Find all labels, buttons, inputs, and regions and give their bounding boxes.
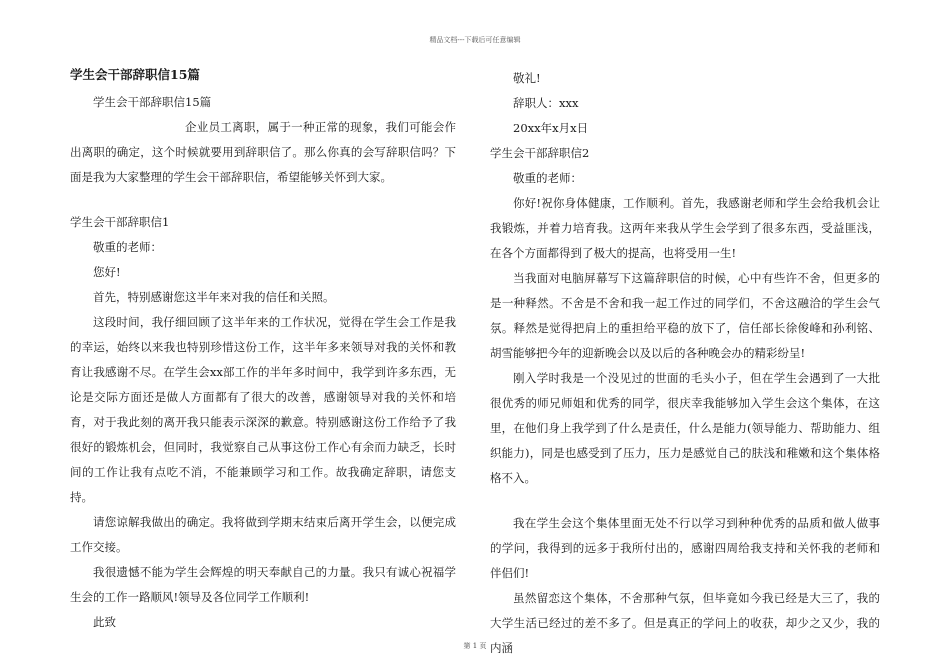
left-column-body — [70, 90, 456, 635]
paragraph: 我很遗憾不能为学生会辉煌的明天奉献自己的力量。我只有诚心祝福学生会的工作一路顺风!领导及各位同学工作顺利! — [70, 565, 456, 604]
page-header-note: 精品文档---下载后可任意编辑 — [429, 36, 521, 44]
right-column-body — [490, 66, 880, 661]
section-heading: 学生会干部辞职信1 — [70, 215, 170, 229]
paragraph-gap — [70, 190, 456, 210]
paragraph: 企业员工离职，属于一种正常的现象，我们可能会作出离职的确定，这个时候就要用到辞职信了。那么你真的会写辞职信吗？下面是我为大家整理的学生会干部辞职信，希望能够关怀到大家。 — [70, 120, 456, 184]
paragraph: 您好! — [93, 265, 121, 279]
paragraph: 敬重的老师： — [513, 171, 582, 185]
left-column — [70, 66, 456, 635]
paragraph: 20xx年x月x日 — [513, 121, 589, 135]
paragraph: 敬礼! — [513, 71, 541, 85]
paragraph: 学生会干部辞职信15篇 — [93, 95, 212, 109]
paragraph: 你好!祝你身体健康，工作顺利。首先，我感谢老师和学生会给我机会让我锻炼，并着力培育我。这两年来我从学生会学到了很多东西，受益匪浅，在各个方面都得到了极大的提高，也将受用一生! — [490, 196, 880, 260]
paragraph: 请您谅解我做出的确定。我将做到学期末结束后离开学生会，以便完成工作交接。 — [70, 515, 456, 554]
paragraph: 刚入学时我是一个没见过的世面的毛头小子，但在学生会遇到了一大批很优秀的师兄师姐和优秀的同学，很庆幸我能够加入学生会这个集体，在这里，在他们身上我学到了什么是责任，什么是能力(领导能力、帮助能力、组织能力)，同是也感受到了压力，压力是感觉自己的肤浅和稚嫩和这个集体格格不入。 — [490, 371, 880, 485]
paragraph: 当我面对电脑屏幕写下这篇辞职信的时候，心中有些许不舍，但更多的是一种释然。不舍是不舍和我一起工作过的同学们，不舍这融洽的学生会气氛。释然是觉得把肩上的重担给平稳的放下了，信任部长徐俊峰和孙利铭、胡雪能够把今年的迎新晚会以及以后的各种晚会办的精彩纷呈! — [490, 271, 880, 360]
document-title: 学生会干部辞职信15篇 — [70, 67, 200, 82]
paragraph: 此致 — [93, 615, 116, 629]
section-heading: 学生会干部辞职信2 — [490, 146, 590, 160]
paragraph: 辞职人：xxx — [513, 96, 579, 110]
paragraph: 这段时间，我仔细回顾了这半年来的工作状况，觉得在学生会工作是我的幸运，始终以来我也特别珍惜这份工作，这半年多来领导对我的关怀和教育让我感谢不尽。在学生会xx部工作的半年多时间中，我学到许多东西，无论是交际方面还是做人方面都有了很大的改善，感谢领导对我的关怀和培育，对于我此刻的离开我只能表示深深的歉意。特别感谢这份工作给予了我很好的锻炼机会，但同时，我觉察自己从事这份工作心有余而力缺乏，长时间的工作让我有点吃不消，不能兼顾学习和工作。故我确定辞职，请您支持。 — [70, 315, 456, 504]
right-column — [490, 66, 880, 661]
paragraph: 首先，特别感谢您这半年来对我的信任和关照。 — [93, 290, 335, 304]
paragraph: 敬重的老师： — [93, 240, 162, 254]
paragraph: 虽然留恋这个集体，不舍那种气氛，但毕竟如今我已经是大三了，我的大学生活已经过的差不多了。但是真正的学问上的收获，却少之又少，我的内涵 — [490, 591, 880, 655]
page-number: 第 1 页 — [463, 642, 487, 650]
paragraph: 我在学生会这个集体里面无处不行以学习到种种优秀的品质和做人做事的学问，我得到的远多于我所付出的，感谢四周给我支持和关怀我的老师和伴侣们! — [490, 516, 880, 580]
paragraph-gap — [490, 491, 880, 511]
